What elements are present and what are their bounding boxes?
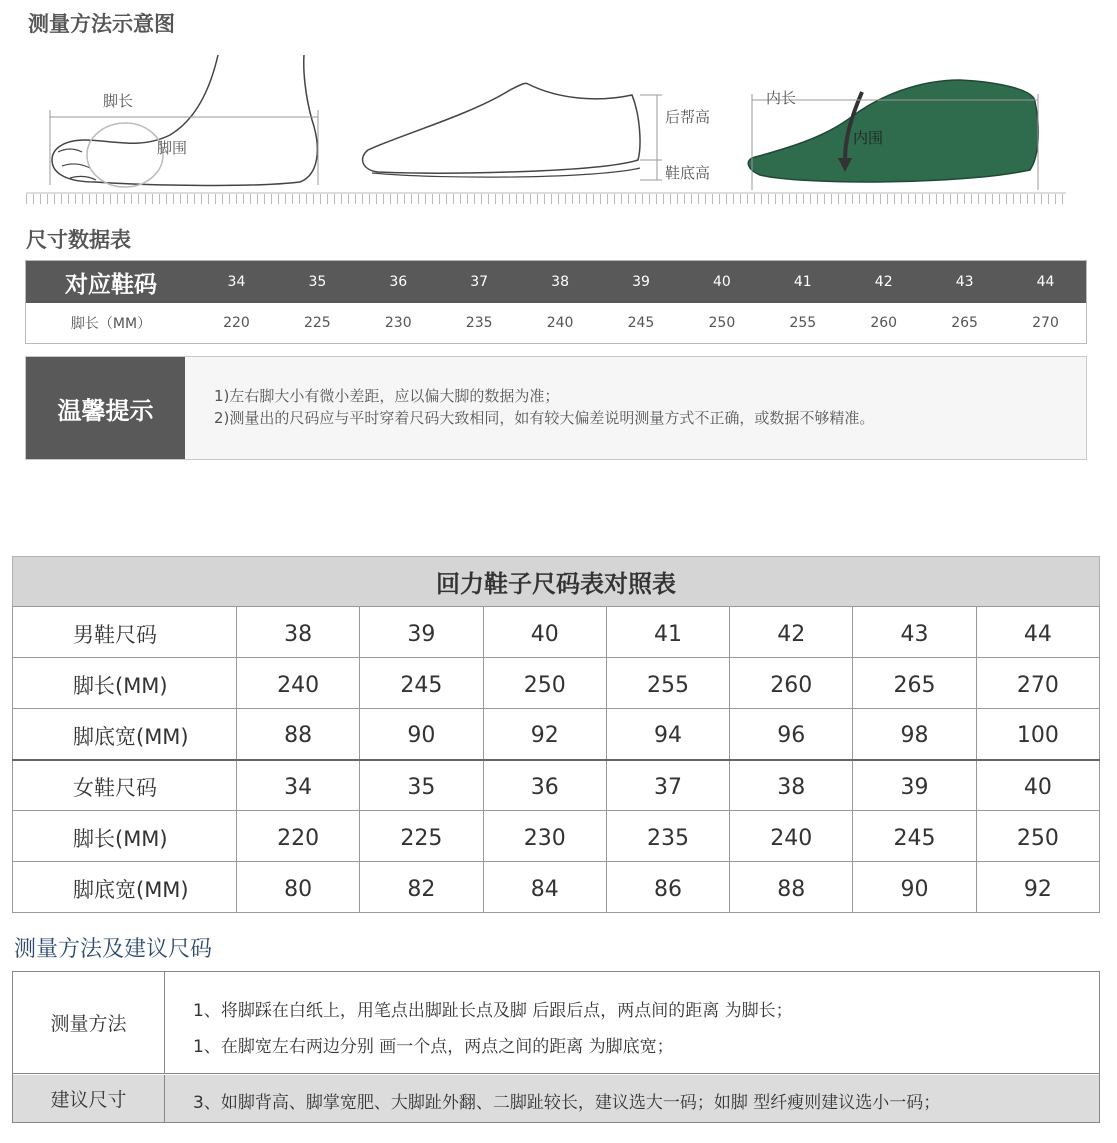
size-cell: 41 bbox=[793, 274, 812, 290]
table-cell: 42 bbox=[730, 607, 853, 658]
table-row bbox=[13, 760, 1100, 811]
table-cell: 250 bbox=[483, 658, 606, 709]
size-cell: 40 bbox=[712, 274, 731, 290]
length-cell: 250 bbox=[708, 315, 736, 331]
inner-length-label: 内长 bbox=[766, 89, 797, 107]
length-cell: 245 bbox=[627, 315, 655, 331]
measure-diagram-title: 测量方法示意图 bbox=[28, 12, 175, 36]
comparison-grid bbox=[12, 606, 1100, 913]
table-row bbox=[13, 658, 1100, 709]
size-cell: 39 bbox=[632, 274, 650, 290]
method-table bbox=[12, 971, 1100, 1123]
row-label: 女鞋尺码 bbox=[13, 760, 237, 811]
table-cell: 39 bbox=[853, 760, 976, 811]
comparison-title: 回力鞋子尺码表对照表 bbox=[12, 556, 1100, 606]
length-cell: 270 bbox=[1032, 315, 1059, 331]
size-header-label: 对应鞋码 bbox=[65, 271, 157, 298]
method-row bbox=[13, 972, 1099, 1074]
tip-line-2: 2)测量出的尺码应与平时穿着尺码大致相同，如有较大偏差说明测量方式不正确，或数据不够精准。 bbox=[214, 409, 875, 427]
table-row bbox=[13, 811, 1100, 862]
table-cell: 245 bbox=[853, 811, 976, 862]
table-cell: 40 bbox=[976, 760, 1099, 811]
inner-girth-label: 内围 bbox=[853, 129, 884, 147]
tips-text bbox=[214, 385, 874, 429]
table-row bbox=[13, 862, 1100, 913]
length-cell: 230 bbox=[384, 315, 412, 331]
advice-label: 建议尺寸 bbox=[13, 1075, 165, 1122]
table-cell: 82 bbox=[360, 862, 483, 913]
method-line-2: 1、在脚宽左右两边分别 画一个点，两点之间的距离 为脚底宽； bbox=[193, 1037, 674, 1057]
table-cell: 94 bbox=[606, 709, 729, 760]
table-cell: 240 bbox=[730, 811, 853, 862]
length-cell: 235 bbox=[465, 315, 493, 331]
table-cell: 250 bbox=[976, 811, 1099, 862]
foot-girth-label: 脚围 bbox=[157, 139, 188, 157]
size-cell: 34 bbox=[227, 274, 246, 290]
table-cell: 96 bbox=[730, 709, 853, 760]
size-cell: 36 bbox=[389, 274, 408, 290]
method-line-1: 1、将脚踩在白纸上，用笔点出脚趾长点及脚 后跟后点，两点间的距离 为脚长； bbox=[193, 1001, 793, 1021]
size-cell: 35 bbox=[308, 274, 327, 290]
table-cell: 98 bbox=[853, 709, 976, 760]
foot-girth-curve bbox=[87, 123, 163, 187]
length-cell: 240 bbox=[546, 315, 574, 331]
shoe-height-lines bbox=[640, 95, 662, 180]
table-cell: 43 bbox=[853, 607, 976, 658]
length-cell: 220 bbox=[223, 315, 250, 331]
method-advice-title: 测量方法及建议尺码 bbox=[14, 937, 213, 962]
size-table-header-row bbox=[26, 261, 1086, 303]
size-cell: 37 bbox=[470, 274, 489, 290]
size-cell: 43 bbox=[955, 274, 974, 290]
table-cell: 265 bbox=[853, 658, 976, 709]
length-cell: 260 bbox=[870, 315, 898, 331]
size-comparison-table bbox=[12, 556, 1100, 913]
size-data-title: 尺寸数据表 bbox=[26, 228, 131, 252]
table-cell: 86 bbox=[606, 862, 729, 913]
table-cell: 35 bbox=[360, 760, 483, 811]
table-cell: 88 bbox=[730, 862, 853, 913]
row-label: 脚底宽(MM) bbox=[13, 862, 237, 913]
row-label: 男鞋尺码 bbox=[13, 607, 237, 658]
method-label: 测量方法 bbox=[13, 972, 165, 1073]
table-cell: 40 bbox=[483, 607, 606, 658]
table-cell: 270 bbox=[976, 658, 1099, 709]
measurement-diagrams bbox=[0, 40, 1117, 212]
table-cell: 92 bbox=[483, 709, 606, 760]
diagram-drawings bbox=[0, 40, 1117, 212]
table-cell: 44 bbox=[976, 607, 1099, 658]
table-cell: 34 bbox=[237, 760, 360, 811]
table-cell: 92 bbox=[976, 862, 1099, 913]
size-table-length-row bbox=[26, 303, 1086, 343]
size-cell: 44 bbox=[1036, 274, 1055, 290]
table-cell: 80 bbox=[237, 862, 360, 913]
table-row bbox=[13, 607, 1100, 658]
table-cell: 255 bbox=[606, 658, 729, 709]
table-cell: 90 bbox=[360, 709, 483, 760]
shoe-drawing bbox=[363, 83, 640, 177]
table-cell: 235 bbox=[606, 811, 729, 862]
size-data-table bbox=[25, 260, 1087, 344]
sole-height-label: 鞋底高 bbox=[665, 164, 711, 182]
table-cell: 36 bbox=[483, 760, 606, 811]
table-cell: 260 bbox=[730, 658, 853, 709]
length-row-label: 脚长（MM） bbox=[70, 316, 152, 332]
row-label: 脚长(MM) bbox=[13, 811, 237, 862]
table-cell: 240 bbox=[237, 658, 360, 709]
length-cell: 225 bbox=[303, 315, 331, 331]
length-cell: 255 bbox=[789, 315, 817, 331]
table-cell: 225 bbox=[360, 811, 483, 862]
table-cell: 39 bbox=[360, 607, 483, 658]
table-cell: 88 bbox=[237, 709, 360, 760]
table-cell: 245 bbox=[360, 658, 483, 709]
table-cell: 84 bbox=[483, 862, 606, 913]
foot-length-label: 脚长 bbox=[103, 92, 134, 110]
tips-label: 温馨提示 bbox=[26, 357, 185, 459]
table-cell: 41 bbox=[606, 607, 729, 658]
size-cell: 42 bbox=[874, 274, 893, 290]
table-cell: 38 bbox=[730, 760, 853, 811]
heel-height-label: 后帮高 bbox=[665, 108, 711, 126]
table-cell: 230 bbox=[483, 811, 606, 862]
foot-drawing bbox=[52, 55, 317, 185]
tips-box bbox=[25, 356, 1087, 460]
table-row bbox=[13, 709, 1100, 760]
row-label: 脚底宽(MM) bbox=[13, 709, 237, 760]
ruler bbox=[26, 192, 1066, 204]
table-cell: 38 bbox=[237, 607, 360, 658]
table-cell: 100 bbox=[976, 709, 1099, 760]
table-cell: 220 bbox=[237, 811, 360, 862]
table-cell: 90 bbox=[853, 862, 976, 913]
length-cell: 265 bbox=[951, 315, 978, 331]
size-cell: 38 bbox=[551, 274, 569, 290]
advice-row bbox=[13, 1075, 1099, 1122]
tip-line-1: 1)左右脚大小有微小差距，应以偏大脚的数据为准； bbox=[214, 387, 560, 405]
row-label: 脚长(MM) bbox=[13, 658, 237, 709]
advice-line: 3、如脚背高、脚掌宽肥、大脚趾外翻、二脚趾较长，建议选大一码；如脚 型纤瘦则建议选小一码； bbox=[193, 1093, 941, 1113]
table-cell: 37 bbox=[606, 760, 729, 811]
